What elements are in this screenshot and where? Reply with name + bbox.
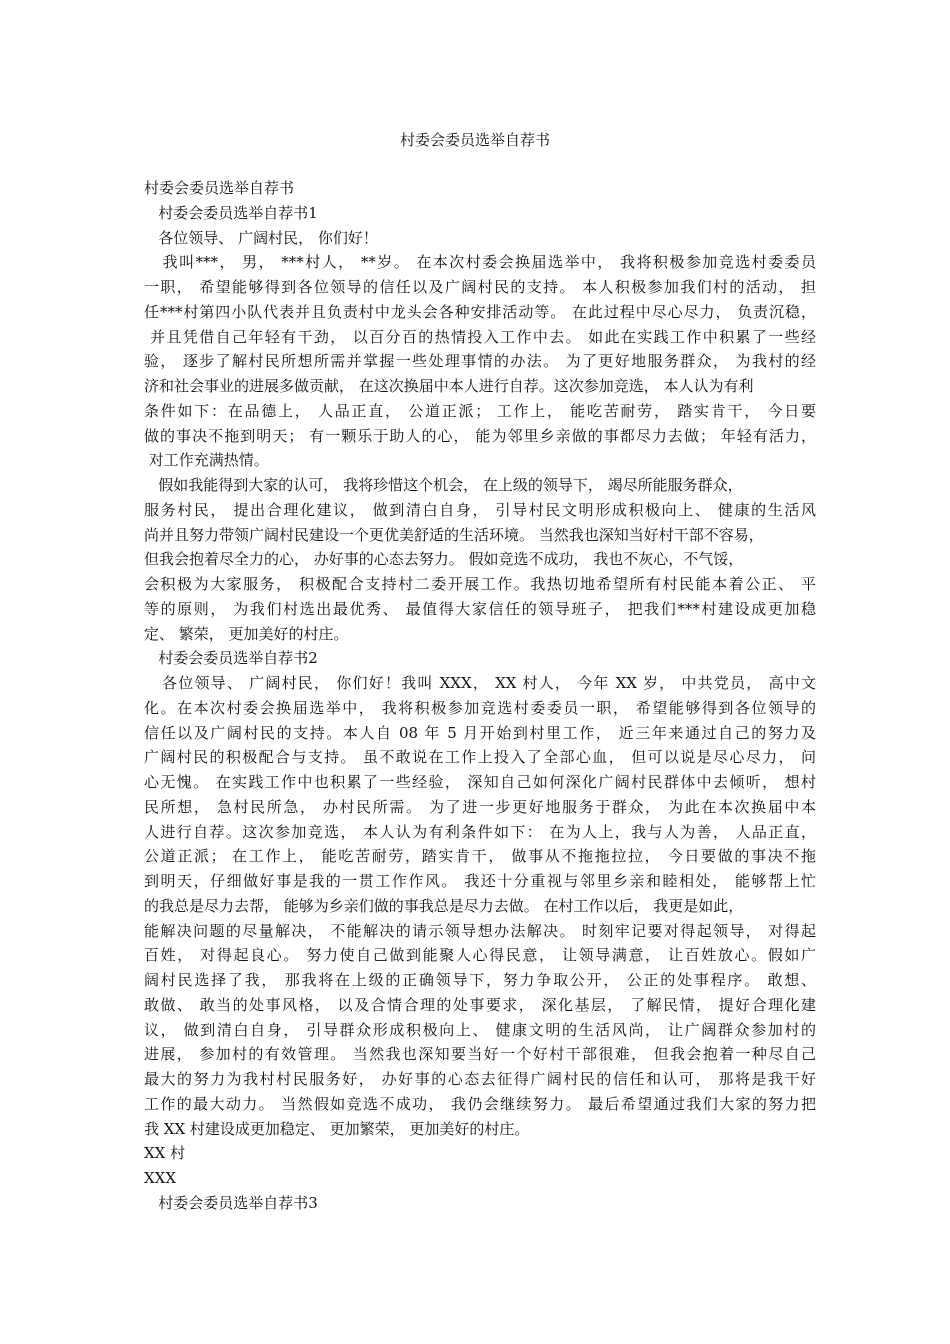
text-line: 村委会委员选举自荐书1 (144, 203, 318, 222)
text-line: 任***村第四小队代表并且负责村中龙头会各种安排活动等。 在此过程中尽心尽力， 负责沉稳， (144, 302, 816, 321)
text-line: 我 XX 村建设成更加稳定、 更加繁荣， 更加美好的村庄。 (144, 1119, 530, 1138)
text-line: 公道正派； 在工作上， 能吃苦耐劳，踏实肯干， 做事从不拖拖拉拉， 今日要做的事决不拖 (144, 847, 816, 866)
text-line: 各位领导、 广阔村民， 你们好！ (144, 228, 378, 247)
document-body (144, 176, 816, 1216)
text-line: 广阔村民的积极配合与支持。 虽不敢说在工作上投入了全部心血， 但可以说是尽心尽力， 问 (144, 748, 816, 767)
text-line: 敢做、 敢当的处事风格， 以及合情合理的处事要求， 深化基层， 了解民情， 提好合理化建 (144, 995, 816, 1014)
text-line: 村委会委员选举自荐书3 (144, 1193, 318, 1212)
text-line: XX 村 (144, 1144, 186, 1163)
text-line: 化。在本次村委会换届选举中， 我将积极参加竞选村委委员一职， 希望能够得到各位领导的 (144, 698, 816, 717)
text-line: 尚并且努力带领广阔村民建设一个更优美舒适的生活环境。 当然我也深知当好村干部不容易， (144, 525, 764, 544)
text-line: 等的原则， 为我们村选出最优秀、 最值得大家信任的领导班子， 把我们***村建设成更加稳 (144, 599, 816, 618)
text-line: 到明天，仔细做好事是我的一贯工作作风。 我还十分重视与邻里乡亲和睦相处， 能够帮上忙 (144, 872, 816, 890)
text-line: 村委会委员选举自荐书 (144, 179, 295, 197)
text-line: 济和社会事业的进展多做贡献， 在这次换届中本人进行自荐。这次参加竞选， 本人认为有利 (144, 377, 754, 395)
text-line: 人进行自荐。这次参加竞选， 本人认为有利条件如下： 在为人上，我与人为善， 人品正直， (144, 822, 816, 841)
text-line: 对工作充满热情。 (144, 451, 269, 470)
text-line: 阔村民选择了我， 那我将在上级的正确领导下，努力争取公开， 公正的处事程序。 敢想、 (144, 971, 816, 989)
text-line: XXX (144, 1169, 177, 1187)
text-line: 一职， 希望能够得到各位领导的信任以及广阔村民的支持。 本人积极参加我们村的活动， 担 (144, 278, 816, 296)
text-line: 定、 繁荣， 更加美好的村庄。 (144, 624, 349, 643)
text-line: 议， 做到清白自身， 引导群众形成积极向上、 健康文明的生活风尚， 让广阔群众参加村的 (144, 1020, 816, 1039)
text-line: 村委会委员选举自荐书2 (144, 649, 318, 668)
text-line: 民所想， 急村民所急， 办村民所需。 为了进一步更好地服务于群众， 为此在本次换届中本 (144, 797, 816, 816)
text-line: 会积极为大家服务， 积极配合支持村二委开展工作。我热切地希望所有村民能本着公正、 平 (144, 575, 816, 593)
text-line: 做的事决不拖到明天； 有一颗乐于助人的心， 能为邻里乡亲做的事都尽力去做； 年轻有活力， (144, 426, 816, 445)
text-line: 但我会抱着尽全力的心， 办好事的心态去努力。 假如竞选不成功， 我也不灰心，不气馁， (144, 550, 744, 569)
text-line: 的我总是尽力去帮， 能够为乡亲们做的事我总是尽力去做。 在村工作以后， 我更是如此， (144, 896, 744, 915)
text-line: 能解决问题的尽量解决， 不能解决的请示领导想办法解决。 时刻牢记要对得起领导， 对得起 (144, 921, 816, 940)
document-title: 村委会委员选举自荐书 (399, 131, 550, 149)
text-line: 服务村民， 提出合理化建议， 做到清白自身， 引导村民文明形成积极向上、 健康的生活风 (144, 500, 816, 519)
text-line: 并且凭借自己年轻有干劲， 以百分百的热情投入工作中去。 如此在实践工作中积累了一些经 (144, 327, 816, 346)
text-line: 各位领导、 广阔村民， 你们好！我叫 XXX， XX 村人， 今年 XX 岁， 中共党员， 高中文 (144, 674, 816, 692)
text-line: 最大的努力为我村村民服务好， 办好事的心态去征得广阔村民的信任和认可， 那将是我干好 (144, 1070, 816, 1088)
text-line: 进展， 参加村的有效管理。 当然我也深知要当好一个好村干部很难， 但我会抱着一种尽自己 (144, 1045, 816, 1064)
text-line: 心无愧。 在实践工作中也积累了一些经验， 深知自己如何深化广阔村民群体中去倾听， 想村 (144, 773, 816, 791)
text-line: 信任以及广阔村民的支持。本人自 08 年 5 月开始到村里工作， 近三年来通过自己的努力及 (144, 723, 816, 742)
text-line: 验， 逐步了解村民所想所需并掌握一些处理事情的办法。 为了更好地服务群众， 为我村的经 (144, 352, 816, 371)
text-line: 假如我能得到大家的认可， 我将珍惜这个机会， 在上级的领导下， 竭尽所能服务群众， (144, 476, 743, 494)
text-line: 我叫***， 男， ***村人， **岁。 在本次村委会换届选举中， 我将积极参加竞选村委委员 (144, 253, 816, 272)
text-line: 工作的最大动力。 当然假如竞选不成功， 我仍会继续努力。 最后希望通过我们大家的努力把 (144, 1094, 816, 1113)
text-line: 条件如下：在品德上， 人品正直， 公道正派； 工作上， 能吃苦耐劳， 踏实肯干， 今日要 (144, 401, 816, 420)
text-line: 百姓， 对得起良心。 努力使自己做到能聚人心得民意， 让领导满意， 让百姓放心。假如广 (144, 946, 816, 965)
